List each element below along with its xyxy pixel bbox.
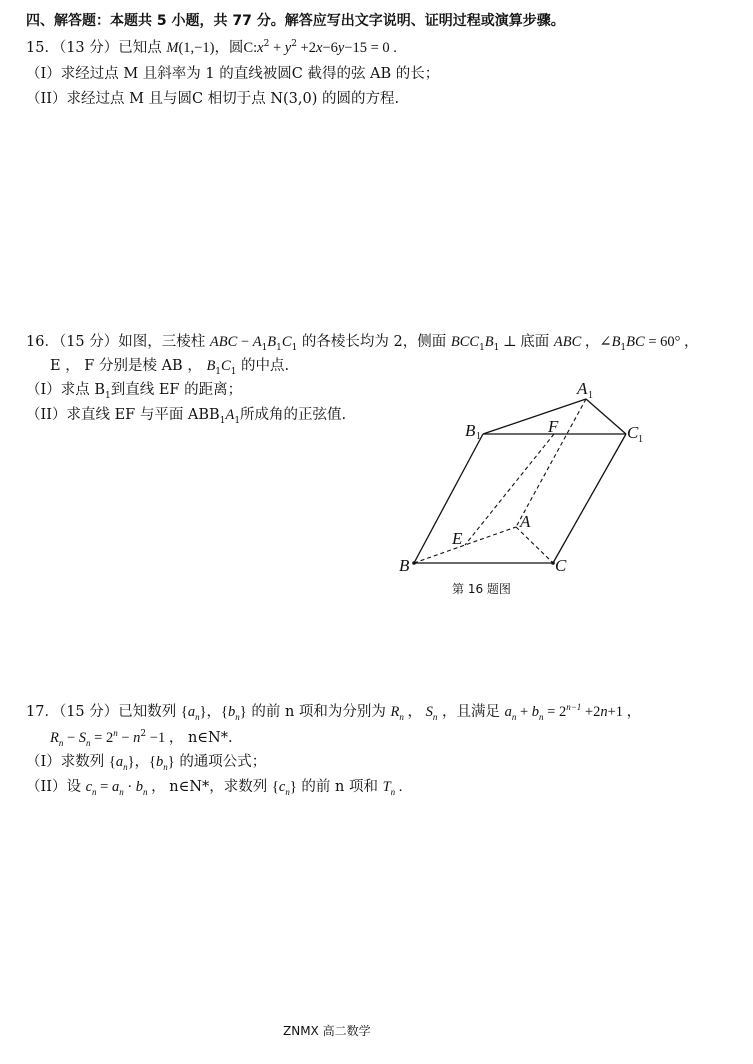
prism-figure <box>390 378 660 578</box>
section-header: 四、解答题：本题共 5 小题，共 77 分。解答应写出文字说明、证明过程或演算步骤。 <box>26 13 565 29</box>
q17-line1-head: 17．（15 分）已知数列 <box>26 704 177 720</box>
edge-BB1 <box>414 434 483 563</box>
q16-line1-mid: 的各棱长均为 2，侧面 <box>301 334 447 350</box>
prism-diagram <box>390 378 660 578</box>
label-E: E <box>452 529 463 548</box>
q16-part1-text: （I）求点 B <box>26 382 105 398</box>
q16-line1-mid2: 底面 <box>520 334 550 350</box>
q17-part2-tail: 的前 n 项和 <box>301 779 378 795</box>
label-C1: C <box>627 423 639 442</box>
label-C1-sub: 1 <box>638 434 643 445</box>
label-A: A <box>520 512 531 531</box>
edge-CC1 <box>553 434 626 563</box>
q17-part2-mid: n∈N*，求数列 <box>169 779 268 795</box>
segment-EF <box>465 434 554 545</box>
q17-line1-mid2: ，且满足 <box>441 704 500 720</box>
q17-part2-text: （II）设 <box>26 779 81 795</box>
q17-part1: （I）求数列 $\{a_n\}$，$\{b_n\}$ 的通项公式； <box>26 754 267 772</box>
q16-line2-tail: 的中点. <box>241 358 290 374</box>
label-B1: B <box>465 421 476 440</box>
q16-line1-head: 16．（15 分）如图，三棱柱 <box>26 334 206 350</box>
edge-B1A1 <box>483 399 586 434</box>
q16-line2: E ， F 分别是棱 AB ， $B_1C_1$ 的中点. <box>50 358 290 377</box>
q16-line2-text: E ， F 分别是棱 AB ， <box>50 358 202 374</box>
label-A1: A <box>577 379 588 398</box>
q15-part1: （I）求经过点 M 且斜率为 1 的直线被圆C 截得的弦 AB 的长； <box>26 66 440 82</box>
label-B: B <box>399 556 410 575</box>
q15-part2: （II）求经过点 M 且与圆C 相切于点 N(3,0) 的圆的方程. <box>26 91 400 107</box>
q17-line1-mid: 的前 n 项和为分别为 <box>251 704 386 720</box>
label-F: F <box>548 417 559 436</box>
label-A1-sub: 1 <box>588 390 593 401</box>
q16-line1: 16．（15 分）如图，三棱柱 ABC − $A_1B_1C_1$ 的各棱长均为 2，侧面 $BCC_1B_1$ ⊥ 底面 ABC ，$\angle B_1BC = 60^\circ$ ， <box>26 334 699 353</box>
edge-A1C1 <box>586 399 626 434</box>
page-footer: ZNMX 高二数学 <box>283 1024 371 1038</box>
q17-part1-text: （I）求数列 <box>26 754 105 770</box>
edge-AC <box>516 527 553 563</box>
q15-head: 15．（13 分）已知点 <box>26 40 162 56</box>
q16-part1: （I）求点 $B_1$到直线 EF 的距离； <box>26 382 243 401</box>
q16-part2: （II）求直线 EF 与平面 $ABB_1A_1$所成角的正弦值. <box>26 407 347 426</box>
label-C: C <box>555 556 567 575</box>
q15-text-a: ，圆 <box>214 40 244 56</box>
q17-line1: 17．（15 分）已知数列 $\{a_n\}$，$\{b_n\}$ 的前 n 项和为分别为 $R_n$ ， $S_n$ ，且满足 $a_n + b_n = 2^{n-1} +2n+1$ ， <box>26 702 642 722</box>
q16-part2-tail: 所成角的正弦值. <box>240 407 347 423</box>
figure-caption: 第 16 题图 <box>452 582 511 596</box>
q15-line1: 15．（13 分）已知点 M(1,−1)，圆$C:x^2 + y^2 +2x-6y-15 = 0$ . <box>26 39 397 56</box>
q17-line2: $R_n - S_n = 2^n - n^2 -1$ ， n∈N*. <box>50 728 233 748</box>
q17-line2-tail: n∈N*. <box>187 730 233 746</box>
q17-part2: （II）设 $c_n = a_n \cdot b_n$ ， n∈N*，求数列 $\{c_n\}$ 的前 n 项和 $T_n$ . <box>26 779 403 797</box>
q17-part1-tail: 的通项公式； <box>179 754 267 770</box>
q16-part2-text: （II）求直线 EF 与平面 ABB <box>26 407 220 423</box>
label-B1-sub: 1 <box>476 431 481 442</box>
q16-part1-tail: 到直线 EF 的距离； <box>110 382 243 398</box>
